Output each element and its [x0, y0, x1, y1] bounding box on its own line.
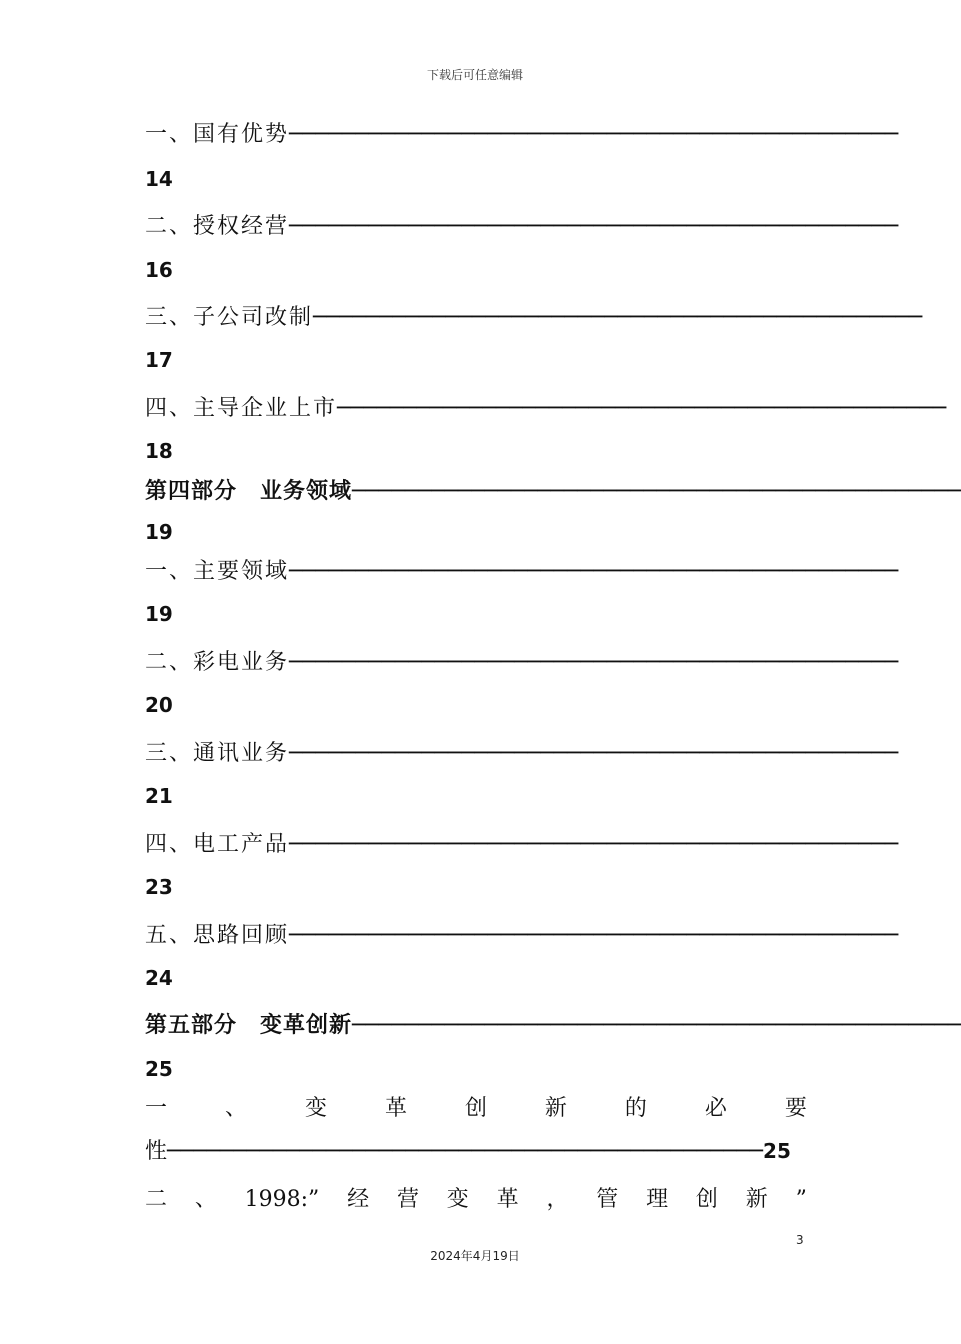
toc-char: 革 — [384, 1096, 407, 1121]
toc-entry-title: 第五部分 变革创新 — [145, 1013, 353, 1038]
toc-entry[interactable] — [145, 120, 899, 150]
toc-char: 二 — [145, 1187, 168, 1212]
toc-page-number: 14 — [145, 167, 173, 191]
toc-entry[interactable] — [145, 830, 899, 860]
toc-page-number: 23 — [145, 875, 173, 899]
toc-page-number: 17 — [145, 348, 173, 372]
toc-char: ， — [546, 1187, 569, 1212]
toc-page-number: 24 — [145, 966, 173, 990]
footer-date: 2024年4月19日 — [430, 1249, 520, 1263]
toc-leader: ────────────────────────────────────────────── — [337, 396, 947, 421]
toc-char: 管 — [596, 1187, 619, 1212]
toc-char: 营 — [396, 1187, 419, 1212]
toc-entry[interactable] — [145, 394, 947, 424]
toc-entry-title: 四、电工产品 — [145, 832, 290, 857]
toc-entry-justified[interactable] — [145, 1094, 807, 1124]
toc-char: 、 — [224, 1096, 247, 1121]
toc-leader: ────────────────────────────────────────────── — [289, 741, 899, 766]
toc-leader: ────────────────────────────────────────────── — [289, 650, 899, 675]
toc-leader: ────────────────────────────────────────────── — [352, 1013, 961, 1038]
toc-entry[interactable] — [145, 557, 899, 587]
toc-char: 要 — [784, 1096, 807, 1121]
toc-leader: ────────────────────────────────────────────── — [289, 122, 899, 147]
toc-leader: ────────────────────────────────────────────── — [352, 479, 961, 504]
toc-page-number: 19 — [145, 602, 173, 626]
toc-char: 理 — [646, 1187, 669, 1212]
toc-entry-title: 五、思路回顾 — [145, 923, 290, 948]
toc-entry-title: 一、主要领域 — [145, 559, 290, 584]
toc-section-entry[interactable] — [145, 1011, 961, 1041]
toc-entry-title: 二、彩电业务 — [145, 650, 290, 675]
toc-entry[interactable] — [145, 648, 899, 678]
toc-entry-continuation[interactable] — [145, 1136, 807, 1166]
toc-char: 一 — [145, 1096, 168, 1121]
toc-page-number: 25 — [763, 1139, 791, 1163]
toc-entry[interactable] — [145, 212, 899, 242]
toc-entry-justified[interactable] — [145, 1185, 807, 1215]
toc-char: 革 — [496, 1187, 519, 1212]
toc-char: 创 — [695, 1187, 718, 1212]
toc-page-number: 18 — [145, 439, 173, 463]
toc-entry-title: 性 — [145, 1139, 168, 1164]
toc-entry-title: 四、主导企业上市 — [145, 396, 338, 421]
toc-char: ” — [795, 1187, 807, 1212]
toc-entry[interactable] — [145, 921, 899, 951]
toc-char: 创 — [464, 1096, 487, 1121]
toc-leader: ────────────────────────────────────────────── — [289, 832, 899, 857]
toc-char: 1998:” — [244, 1187, 320, 1212]
toc-char: 的 — [624, 1096, 647, 1121]
toc-entry-title: 一、国有优势 — [145, 122, 290, 147]
toc-entry-title: 三、通讯业务 — [145, 741, 290, 766]
toc-leader: ───────────────────────────────────────────── — [167, 1139, 764, 1164]
toc-page-number: 16 — [145, 258, 173, 282]
toc-char: 变 — [304, 1096, 327, 1121]
toc-entry[interactable] — [145, 303, 923, 333]
toc-page-number: 20 — [145, 693, 173, 717]
toc-entry-title: 第四部分 业务领域 — [145, 479, 353, 504]
toc-char: 变 — [446, 1187, 469, 1212]
toc-entry-title: 三、子公司改制 — [145, 305, 314, 330]
toc-char: 新 — [745, 1187, 768, 1212]
toc-leader: ────────────────────────────────────────────── — [289, 923, 899, 948]
toc-char: 、 — [194, 1187, 217, 1212]
toc-page-number: 25 — [145, 1057, 173, 1081]
page-number: 3 — [796, 1233, 804, 1247]
toc-entry-title: 二、授权经营 — [145, 214, 290, 239]
toc-page-number: 19 — [145, 520, 173, 544]
page-header: 下载后可任意编辑 — [426, 68, 523, 82]
toc-char: 必 — [704, 1096, 727, 1121]
toc-page-number: 21 — [145, 784, 173, 808]
toc-char: 新 — [544, 1096, 567, 1121]
toc-leader: ────────────────────────────────────────────── — [289, 559, 899, 584]
toc-section-entry[interactable] — [145, 477, 961, 507]
toc-char: 经 — [347, 1187, 370, 1212]
toc-leader: ────────────────────────────────────────────── — [313, 305, 923, 330]
toc-leader: ────────────────────────────────────────────── — [289, 214, 899, 239]
toc-entry[interactable] — [145, 739, 899, 769]
